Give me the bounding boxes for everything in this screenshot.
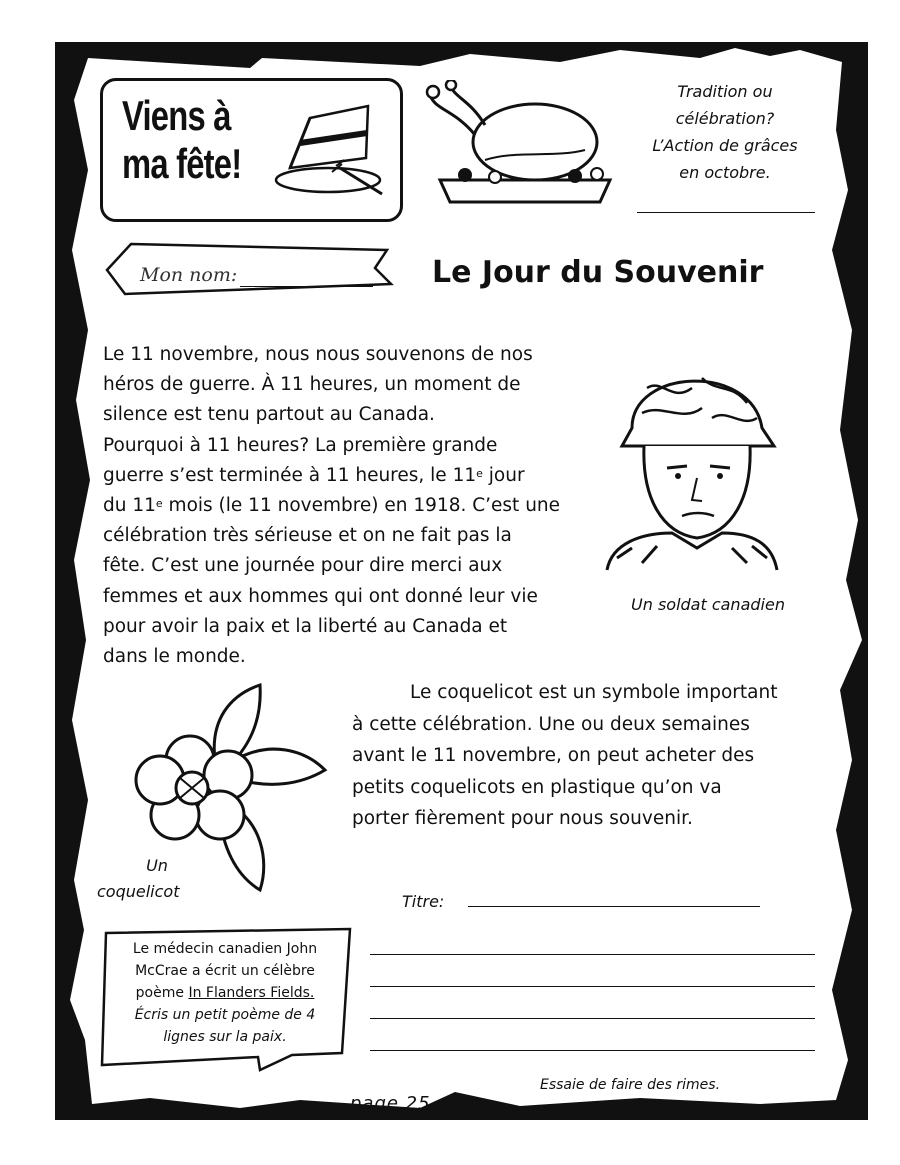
superscript: e (476, 466, 483, 480)
poem-note (110, 938, 340, 1048)
text-span: du 11 (103, 495, 156, 517)
tradition-line: L’Action de grâces (652, 136, 798, 155)
banner-title-line: Viens à (122, 92, 231, 139)
note-line (110, 1026, 340, 1048)
paragraph-line: Le coquelicot est un symbole important (410, 682, 778, 703)
text-span: guerre s’est terminée à 11 heures, le 11 (103, 464, 477, 486)
soldier-caption: Un soldat canadien (631, 595, 785, 614)
poem-reference: In Flanders Fields. (188, 985, 315, 1001)
paragraph-line: dans le monde. (103, 646, 246, 668)
paragraph-line: Le 11 novembre, nous nous souvenons de nos (103, 344, 533, 365)
poem-writing-line[interactable] (370, 986, 815, 987)
superscript: e (155, 497, 163, 511)
intro-paragraph (103, 340, 573, 672)
paragraph-line: fête. C’est une journée pour dire merci aux (103, 555, 503, 577)
tradition-line: Tradition ou (677, 82, 773, 101)
poppy-paragraph (352, 677, 817, 835)
paragraph-line: porter fièrement pour nous souvenir. (352, 808, 693, 829)
tradition-line: célébration? (675, 109, 775, 128)
roast-turkey-icon (425, 80, 625, 210)
poem-writing-line[interactable] (370, 954, 815, 955)
paragraph-line: héros de guerre. À 11 heures, un moment de (103, 374, 521, 396)
paragraph-line: Pourquoi à 11 heures? La première grande (103, 434, 498, 456)
note-line: Le médecin canadien John (132, 941, 318, 957)
paragraph-line (103, 461, 573, 491)
text-span: jour (482, 464, 525, 486)
note-line (110, 982, 340, 1004)
name-field[interactable] (240, 286, 373, 287)
soldier-illustration (602, 348, 780, 573)
note-instruction: Écris un petit poème de 4 (134, 1007, 316, 1023)
paragraph-line: femmes et aux hommes qui ont donné leur vie (103, 585, 538, 607)
name-label: Mon nom: (140, 264, 238, 286)
tradition-line: en octobre. (679, 163, 771, 182)
text-span: mois (le 11 novembre) en 1918. C’est une (162, 495, 561, 517)
note-line: McCrae a écrit un célèbre (135, 963, 315, 979)
tradition-answer-line[interactable] (637, 212, 815, 213)
page-number: page 25 (350, 1093, 431, 1114)
paragraph-line: avant le 11 novembre, on peut acheter des (352, 745, 755, 766)
text-span: poème (135, 985, 189, 1001)
rhyme-hint: Essaie de faire des rimes. (540, 1077, 721, 1093)
page-title: Le Jour du Souvenir (432, 255, 764, 290)
banner-title (122, 92, 247, 188)
paragraph-line (103, 491, 573, 521)
note-instruction: lignes sur la paix. (163, 1029, 287, 1045)
poem-title-label: Titre: (402, 892, 445, 911)
tradition-question (625, 78, 825, 186)
paragraph-line: célébration très sérieuse et on ne fait pas la (103, 525, 512, 547)
note-line (110, 1004, 340, 1026)
paragraph-line: silence est tenu partout au Canada. (103, 404, 435, 426)
banner-title-line: ma fête! (122, 140, 242, 187)
poem-writing-line[interactable] (370, 1050, 815, 1051)
paragraph-line: pour avoir la paix et la liberté au Canada et (103, 615, 508, 637)
cake-slice-icon (270, 98, 390, 203)
poem-writing-line[interactable] (370, 1018, 815, 1019)
poppy-caption-line: Un (146, 856, 168, 875)
poem-title-field[interactable] (468, 906, 760, 907)
paragraph-line: à cette célébration. Une ou deux semaines (352, 713, 750, 735)
paragraph-line: petits coquelicots en plastique qu’on va (352, 776, 722, 798)
poppy-caption-line: coquelicot (97, 882, 180, 901)
